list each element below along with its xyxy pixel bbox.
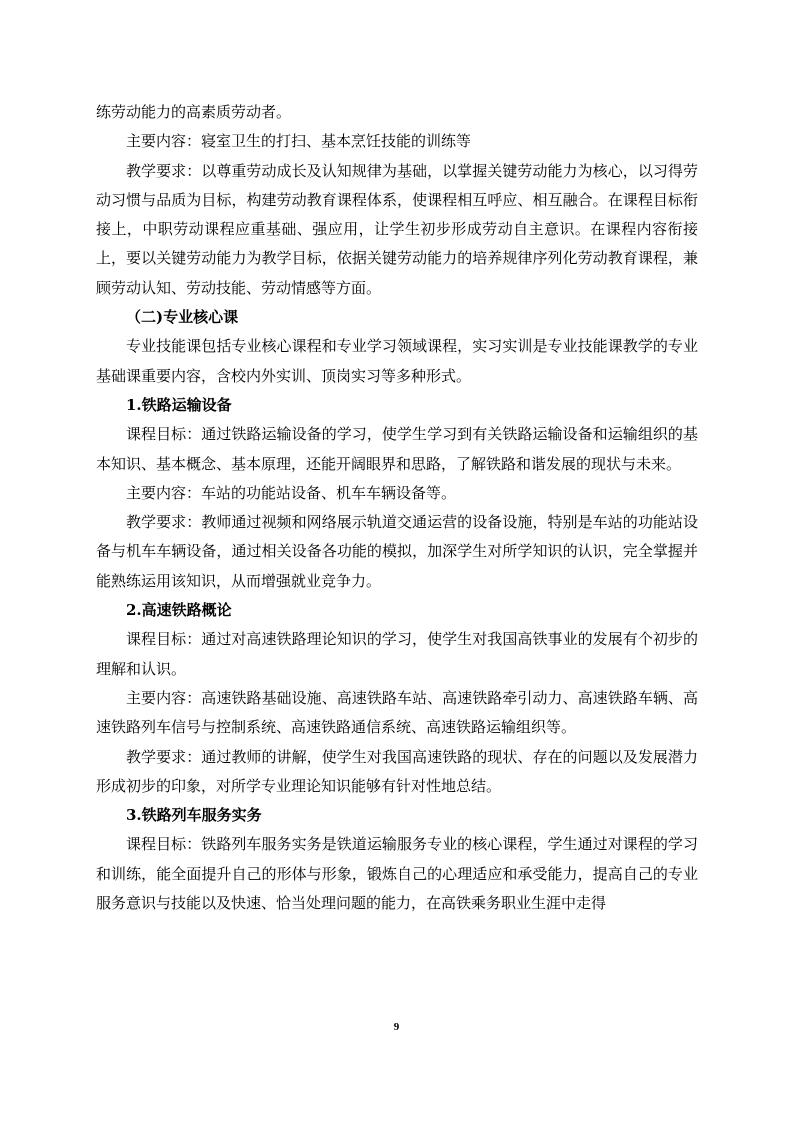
paragraph: 课程目标：通过对高速铁路理论知识的学习，使学生对我国高铁事业的发展有个初步的理解和认识。 [96, 630, 698, 678]
document-body [96, 98, 698, 918]
paragraph: 主要内容：寝室卫生的打扫、基本烹饪技能的训练等 [126, 132, 472, 151]
page-number: 9 [393, 1021, 400, 1033]
paragraph: 专业技能课包括专业核心课程和专业学习领域课程，实习实训是专业技能课教学的专业基础课重要内容，含校内外实训、顶岗实习等多种形式。 [96, 337, 698, 385]
paragraph: 练劳动能力的高素质劳动者。 [96, 103, 292, 121]
section-heading: （二)专业核心课 [126, 308, 239, 327]
paragraph: 课程目标：通过铁路运输设备的学习，使学生学习到有关铁路运输设备和运输组织的基本知识、基本概念、基本原理，还能开阔眼界和思路，了解铁路和谐发展的现状与未来。 [96, 425, 698, 473]
paragraph: 教学要求：通过教师的讲解，使学生对我国高速铁路的现状、存在的问题以及发展潜力形成初步的印象，对所学专业理论知识能够有针对性地总结。 [96, 747, 698, 795]
paragraph: 主要内容：车站的功能站设备、机车车辆设备等。 [126, 483, 457, 502]
paragraph: 教学要求：以尊重劳动成长及认知规律为基础，以掌握关键劳动能力为核心，以习得劳动习惯与品质为目标，构建劳动教育课程体系，使课程相互呼应、相互融合。在课程目标衔接上，中职劳动课程应重基础、强应用，让学生初步形成劳动自主意识。在课程内容衔接上，要以关键劳动能力为教学目标，依据关键劳动能力的培养规律序列化劳动教育课程，兼顾劳动认知、劳动技能、劳动情感等方面。 [96, 161, 698, 297]
paragraph: 教学要求：教师通过视频和网络展示轨道交通运营的设备设施，特别是车站的功能站设备与机车车辆设备，通过相关设备各功能的模拟，加深学生对所学知识的认识，完全掌握并能熟练运用该知识，从而增强就业竞争力。 [96, 513, 698, 590]
section-heading: 3.铁路列车服务实务 [126, 806, 262, 825]
paragraph: 主要内容：高速铁路基础设施、高速铁路车站、高速铁路牵引动力、高速铁路车辆、高速铁路列车信号与控制系统、高速铁路通信系统、高速铁路运输组织等。 [96, 688, 698, 737]
paragraph: 课程目标：铁路列车服务实务是铁道运输服务专业的核心课程，学生通过对课程的学习和训练，能全面提升自己的形体与形象，锻炼自己的心理适应和承受能力，提高自己的专业服务意识与技能以及快速、恰当处理问题的能力，在高铁乘务职业生涯中走得 [96, 835, 698, 913]
section-heading: 2.高速铁路概论 [126, 601, 232, 620]
section-heading: 1.铁路运输设备 [126, 395, 232, 414]
